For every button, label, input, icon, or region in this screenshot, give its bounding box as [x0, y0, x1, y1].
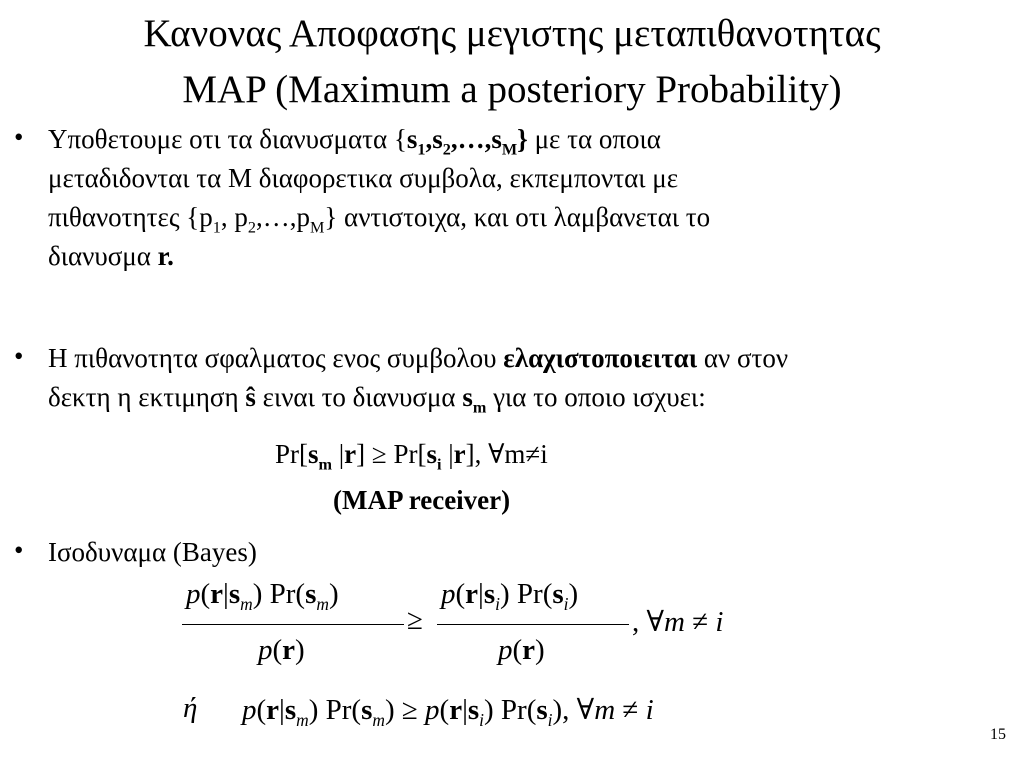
- title-line-2: MAP (Maximum a posteriory Probability): [182, 68, 842, 111]
- bullet-2-line-2b: ειναι το διανυσμα: [255, 382, 463, 412]
- bullet-2-line-1a: Η πιθανοτητα σφαλματος ενος συμβολου: [48, 343, 504, 373]
- bullet-2-line-2c: για το οποιο ισχυει:: [486, 382, 706, 412]
- bullet-1-line-3b: } αντιστοιχα, και οτι λαμβανεται το: [324, 202, 711, 232]
- bullet-3: Ισοδυναμα (Bayes): [48, 537, 257, 567]
- page-number: 15: [990, 726, 1006, 743]
- title-line-1: Κανονας Αποφασης μεγιστης μεταπιθανοτητας: [143, 12, 881, 55]
- fraction-bar-left: [182, 624, 404, 625]
- bullet-1-text: Υποθετουμε οτι τα διανυσματα: [48, 124, 394, 154]
- or-text: ή: [183, 692, 198, 724]
- bullet-1-line-3a: πιθανοτητες {p: [48, 202, 213, 232]
- bullet-2-line-2a: δεκτη η εκτιμηση: [48, 382, 246, 412]
- denominator-left: p(r): [258, 634, 305, 666]
- map-receiver-label: (MAP receiver): [333, 485, 511, 515]
- bullet-1: Υποθετουμε οτι τα διανυσματα $\{s_1,s_2,\dots,s_M\}$ με τα οποια μεταδιδονται τα M διαφορετικα συμβολα, εκπεμπονται με πιθανοτητες {$p_1$, $p_2,\dots,p_M$} αντιστοιχα, και οτι λαμβανεται το διανυσμα r.: [48, 120, 1008, 276]
- denominator-right: p(r): [498, 634, 545, 666]
- fraction-bar-right: [437, 624, 629, 625]
- bullet-2: Η πιθανοτητα σφαλματος ενος συμβολου ελαχιστοποιειται αν στον δεκτη η εκτιμηση ŝ ειναι το διανυσμα $s_m$ για το οποιο ισχυει:: [48, 343, 789, 417]
- forall-condition: , ∀m ≠ i: [632, 606, 724, 638]
- slide-title: [0, 6, 1024, 118]
- geq-symbol: ≥: [407, 604, 423, 636]
- bullet-dot: •: [14, 535, 24, 565]
- bullet-2-bold: ελαχιστοποιειται: [503, 343, 698, 373]
- map-condition: $Pr[s_m$ $|r] \ge Pr[s_i$ |r], ∀m≠i: [275, 439, 548, 474]
- bullet-2-line-1b: αν στον: [697, 343, 789, 373]
- bullet-1-line-2: μεταδιδονται τα M διαφορετικα συμβολα, εκπεμπονται με: [48, 163, 679, 193]
- bullet-1-line-4: διανυσμα: [48, 241, 158, 271]
- bullet-1-text-2: με τα οποια: [527, 124, 661, 154]
- bullet-dot: •: [14, 341, 24, 371]
- bullet-dot: •: [14, 122, 24, 152]
- numerator-left: $p(r|s_m)$ $Pr(s_m)$: [186, 578, 339, 614]
- numerator-right: $p(r|s_i)$ $Pr(s_i)$: [441, 578, 579, 614]
- equivalent-inequality: $p(r|s_m) Pr(s_m) \ge p(r|s_i)$ $Pr(s_i)$, ∀m ≠ i: [242, 694, 654, 730]
- or-word: [183, 692, 197, 725]
